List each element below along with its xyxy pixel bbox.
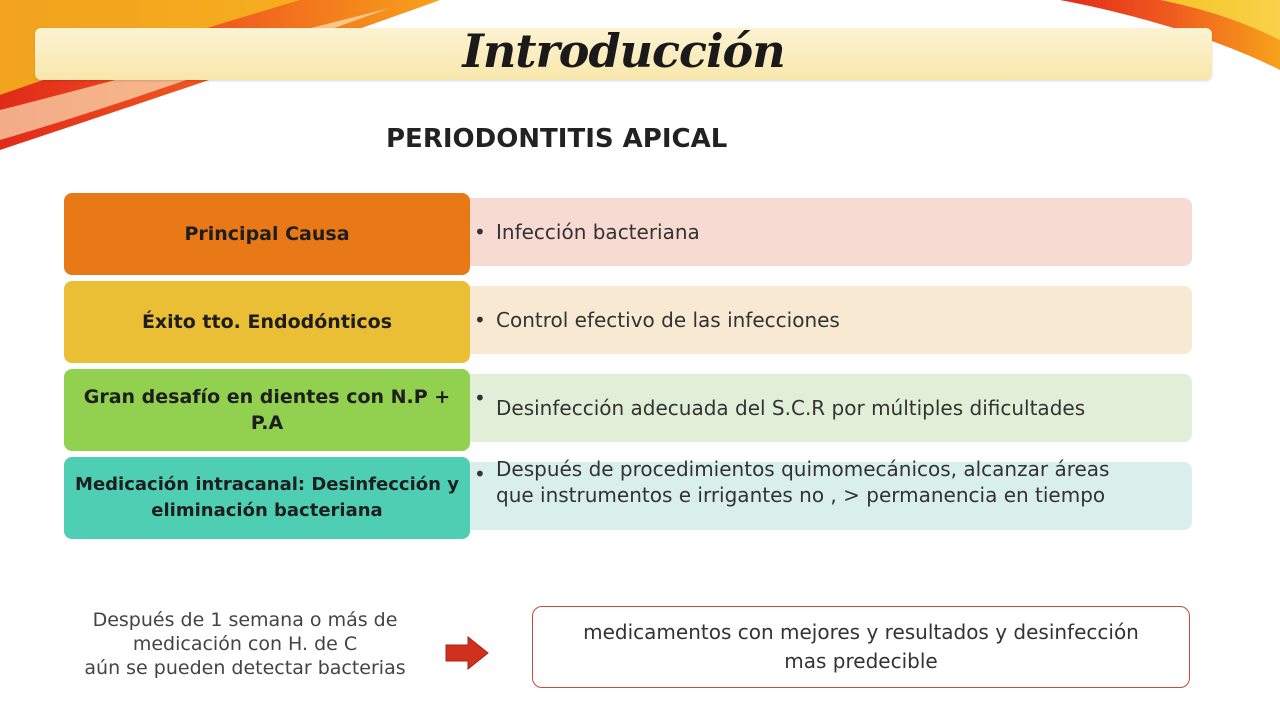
bottom-left-note xyxy=(40,608,450,680)
row-description: Infección bacteriana xyxy=(496,220,700,244)
row-description: Control efectivo de las infecciones xyxy=(496,308,840,332)
result-text: medicamentos con mejores y resultados y desinfección mas predecible xyxy=(583,620,1139,673)
row-principal-causa xyxy=(64,193,1192,275)
row-gran-desafio xyxy=(64,369,1192,451)
row-description: Desinfección adecuada del S.C.R por múltiples dificultades xyxy=(496,396,1086,420)
row-label: Gran desafío en dientes con N.P + P.A xyxy=(64,369,470,451)
row-description-box xyxy=(444,374,1192,442)
bullet-icon: • xyxy=(474,220,486,244)
slide-title: Introducción xyxy=(462,24,785,78)
note-line: Después de 1 semana o más de xyxy=(92,609,398,631)
row-exito-tto xyxy=(64,281,1192,363)
bullet-icon: • xyxy=(474,462,486,486)
row-description-box xyxy=(444,286,1192,354)
right-arrow-icon xyxy=(444,636,490,670)
row-label: Medicación intracanal: Desinfección y eliminación bacteriana xyxy=(64,457,470,539)
slide-subtitle: PERIODONTITIS APICAL xyxy=(386,124,728,154)
row-description-box xyxy=(444,457,1192,530)
result-box xyxy=(532,606,1190,688)
row-label: Éxito tto. Endodónticos xyxy=(64,281,470,363)
note-line: medicación con H. de C xyxy=(132,633,358,655)
bullet-icon: • xyxy=(474,308,486,332)
row-medicacion xyxy=(64,457,1192,539)
row-label: Principal Causa xyxy=(64,193,470,275)
row-description: Después de procedimientos quimomecánicos, alcanzar áreas que instrumentos e irrigantes no , > permanencia en tiempo xyxy=(496,457,1110,507)
title-bar xyxy=(35,24,1212,80)
note-line: aún se pueden detectar bacterias xyxy=(84,657,406,679)
row-description-box xyxy=(444,198,1192,266)
bullet-icon: • xyxy=(474,386,486,410)
